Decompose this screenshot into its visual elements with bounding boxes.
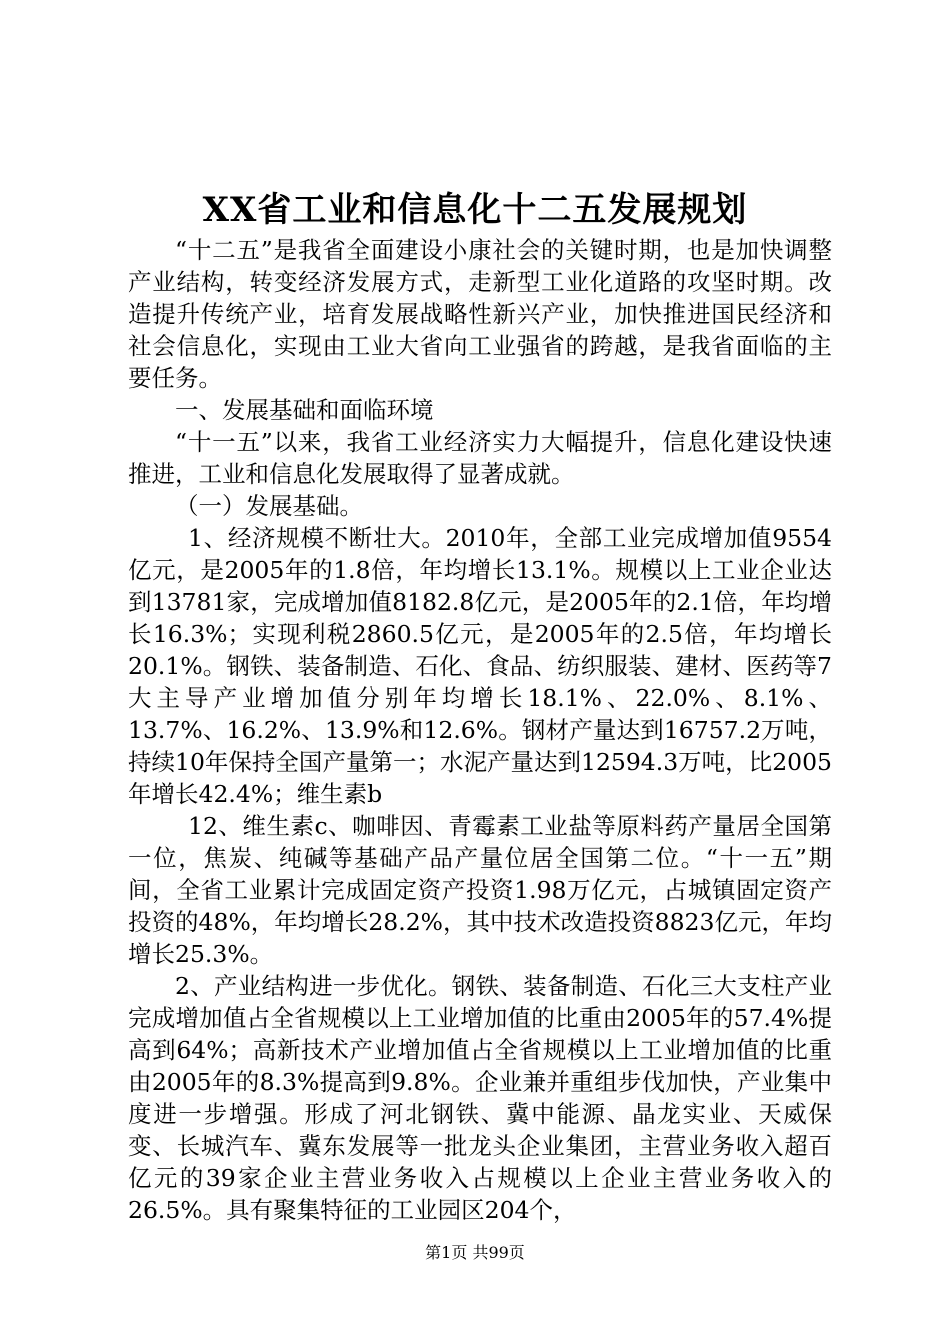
paragraph-industrial-structure: 2、产业结构进一步优化。钢铁、装备制造、石化三大支柱产业完成增加值占全省规模以上工业增加值的比重由2005年的57.4%提高到64%；高新技术产业增加值占全省规模以上工业增加值的比重由2005年的8.3%提高到9.8%。企业兼并重组步伐加快，产业集中度进一步增强。形成了河北钢铁、冀中能源、晶龙实业、天威保变、长城汽车、冀东发展等一批龙头企业集团，主营业务收入超百亿元的39家企业主营业务收入占规模以上企业主营业务收入的26.5%。具有聚集特征的工业园区204个， [128,972,832,1224]
paragraph-intro: “十二五”是我省全面建设小康社会的关键时期，也是加快调整产业结构，转变经济发展方式，走新型工业化道路的攻坚时期。改造提升传统产业，培育发展战略性新兴产业，加快推进国民经济和社会信息化，实现由工业大省向工业强省的跨越，是我省面临的主要任务。 [128,236,832,392]
subsection-heading-1: （一）发展基础。 [175,492,363,520]
document-title: XX省工业和信息化十二五发展规划 [202,190,748,230]
page-footer: 第1页 共99页 [425,1243,525,1262]
section-heading-1: 一、发展基础和面临环境 [175,396,434,424]
paragraph-overview: “十一五”以来，我省工业经济实力大幅提升，信息化建设快速推进，工业和信息化发展取得了显著成就。 [128,428,832,488]
paragraph-continued: 12、维生素c、咖啡因、青霉素工业盐等原料药产量居全国第一位，焦炭、纯碱等基础产品产量位居全国第二位。“十一五”期间，全省工业累计完成固定资产投资1.98万亿元，占城镇固定资产投资的48%，年均增长28.2%，其中技术改造投资8823亿元，年均增长25.3%。 [128,812,832,968]
document-body [128,234,832,1226]
paragraph-economic-scale: 1、经济规模不断壮大。2010年，全部工业完成增加值9554亿元，是2005年的1.8倍，年均增长13.1%。规模以上工业企业达到13781家，完成增加值8182.8亿元，是2005年的2.1倍，年均增长16.3%；实现利税2860.5亿元，是2005年的2.5倍，年均增长20.1%。钢铁、装备制造、石化、食品、纺织服装、建材、医药等7大主导产业增加值分别年均增长18.1%、22.0%、8.1%、13.7%、16.2%、13.9%和12.6%。钢材产量达到16757.2万吨，持续10年保持全国产量第一；水泥产量达到12594.3万吨，比2005年增长42.4%；维生素b [128,524,832,808]
